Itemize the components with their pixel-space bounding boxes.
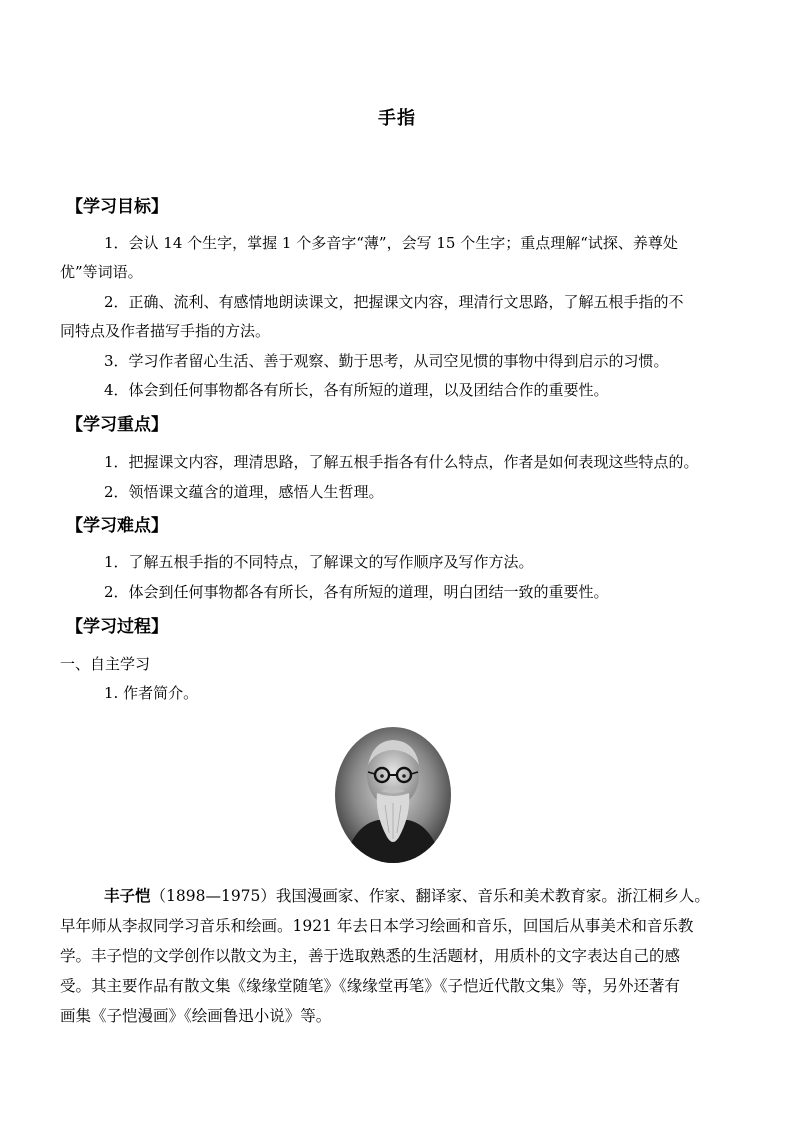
section-heading-goals: 【学习目标】 (66, 197, 168, 217)
difficulty-item-2: 2．体会到任何事物都各有所长，各有所短的道理，明白团结一致的重要性。 (104, 583, 609, 601)
page-title: 手指 (378, 108, 416, 129)
goal-item-4: 4．体会到任何事物都各有所长，各有所短的道理，以及团结合作的重要性。 (104, 381, 609, 399)
goal-item-1-line1: 1．会认 14 个生字，掌握 1 个多音字“薄”，会写 15 个生字；重点理解“试探、养尊处 (104, 234, 678, 252)
process-subheading: 一、自主学习 (60, 655, 151, 673)
section-heading-key-points: 【学习重点】 (66, 415, 168, 435)
goal-item-2-line1: 2．正确、流利、有感情地朗读课文，把握课文内容，理清行文思路，了解五根手指的不 (104, 293, 684, 311)
author-portrait (333, 725, 453, 865)
key-point-item-2: 2．领悟课文蕴含的道理，感悟人生哲理。 (104, 483, 384, 501)
bio-line-3: 学。丰子恺的文学创作以散文为主，善于选取熟悉的生活题材，用质朴的文字表达自己的感 (60, 947, 681, 965)
bio-line-5: 画集《子恺漫画》《绘画鲁迅小说》等。 (60, 1007, 332, 1025)
author-name: 丰子恺 (104, 886, 151, 905)
goal-item-1-line2: 优”等词语。 (60, 263, 143, 281)
goal-item-3: 3．学习作者留心生活、善于观察、勤于思考，从司空见惯的事物中得到启示的习惯。 (104, 352, 669, 370)
bio-line-2: 早年师从李叔同学习音乐和绘画。1921 年去日本学习绘画和音乐，回国后从事美术和音乐教 (60, 917, 694, 935)
key-point-item-1: 1．把握课文内容，理清思路，了解五根手指各有什么特点，作者是如何表现这些特点的。 (104, 453, 699, 471)
process-item-author-intro: 1. 作者简介。 (104, 684, 199, 702)
section-heading-difficulties: 【学习难点】 (66, 516, 168, 536)
section-heading-process: 【学习过程】 (66, 617, 168, 637)
bio-line-1-text: （1898—1975）我国漫画家、作家、翻译家、音乐和美术教育家。浙江桐乡人。 (150, 887, 710, 905)
bio-line-4: 受。其主要作品有散文集《缘缘堂随笔》《缘缘堂再笔》《子恺近代散文集》等，另外还著有 (60, 977, 681, 995)
goal-item-2-line2: 同特点及作者描写手指的方法。 (60, 322, 271, 340)
bio-line-1 (104, 884, 710, 906)
difficulty-item-1: 1．了解五根手指的不同特点，了解课文的写作顺序及写作方法。 (104, 553, 534, 571)
